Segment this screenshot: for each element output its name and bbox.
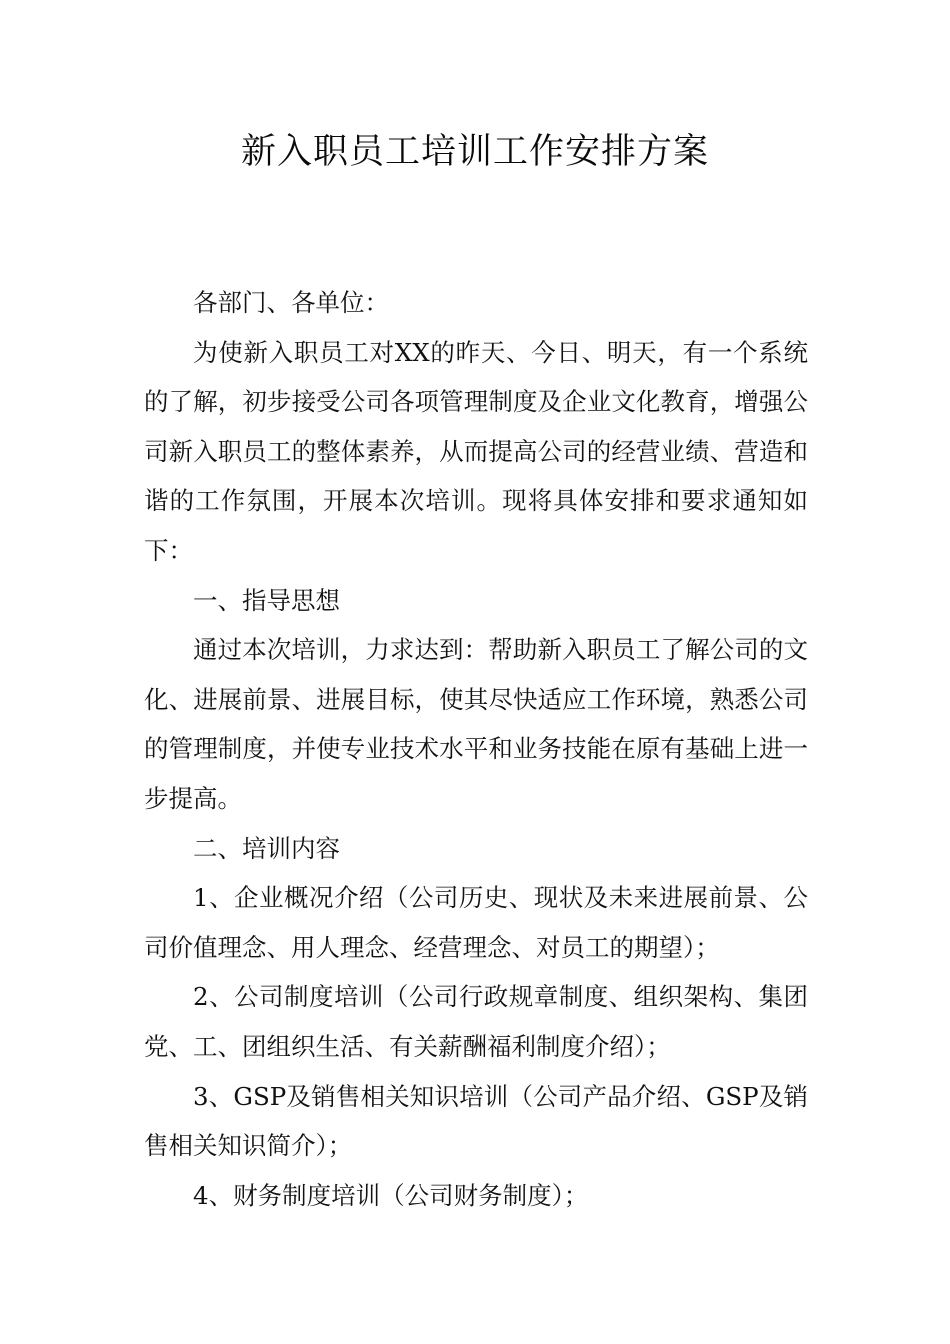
section-heading-training-content: 二、培训内容 — [193, 833, 340, 863]
salutation: 各部门、各单位： — [193, 288, 389, 317]
document-body — [144, 278, 808, 1220]
section-heading-guiding-idea: 一、指导思想 — [193, 585, 340, 615]
training-item-3: 3、GSP及销售相关知识培训（公司产品介绍、GSP及销售相关知识简介）； — [144, 1081, 808, 1161]
training-item-1: 1、企业概况介绍（公司历史、现状及未来进展前景、公司价值理念、用人理念、经营理念、对员工的期望）； — [144, 883, 808, 962]
intro-paragraph: 为使新入职员工对XX的昨天、今日、明天，有一个系统的了解，初步接受公司各项管理制度及企业文化教育，增强公司新入职员工的整体素养，从而提高公司的经营业绩、营造和谐的工作氛围，开展本次培训。现将具体安排和要求通知如下： — [144, 337, 808, 565]
training-item-4: 4、财务制度培训（公司财务制度）； — [193, 1180, 589, 1210]
guiding-idea-paragraph: 通过本次培训，力求达到：帮助新入职员工了解公司的文化、进展前景、进展目标，使其尽快适应工作环境，熟悉公司的管理制度，并使专业技术水平和业务技能在原有基础上进一步提高。 — [144, 635, 808, 813]
document-title: 新入职员工培训工作安排方案 — [240, 132, 709, 172]
training-item-2: 2、公司制度培训（公司行政规章制度、组织架构、集团党、工、团组织生活、有关薪酬福利制度介绍）； — [144, 982, 808, 1061]
